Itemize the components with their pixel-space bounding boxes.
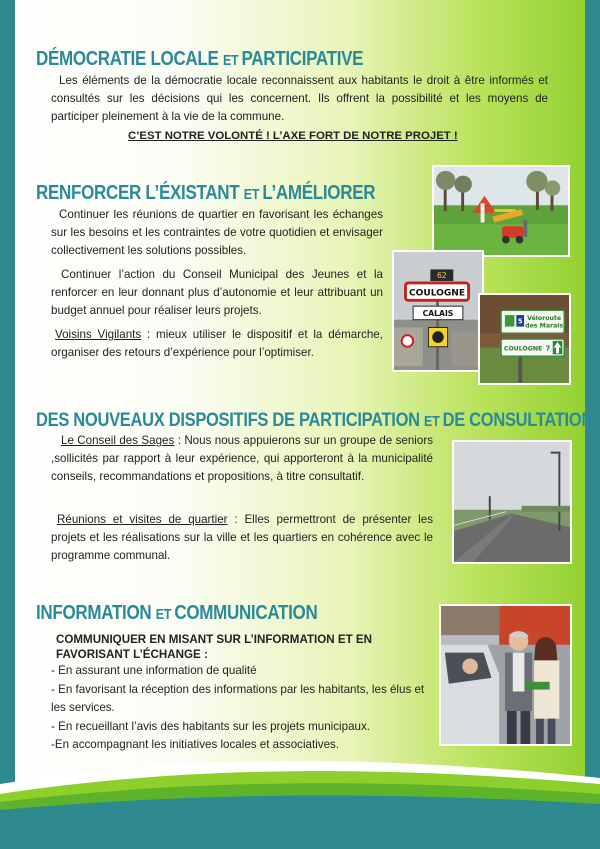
town-name-text: COULOGNE <box>408 288 466 299</box>
slogan: C’EST NOTRE VOLONTÉ ! L’AXE FORT DE NOTRE PROJET ! <box>128 130 458 142</box>
town-code-text: 62 <box>436 271 447 281</box>
calais-sign-text: CALAIS <box>422 308 454 318</box>
heading-part: COMMUNICATION <box>174 601 318 624</box>
heading-part: DÉMOCRATIE LOCALE <box>36 47 223 70</box>
town-sign-photo <box>392 250 484 372</box>
list-item: - En recueillant l’avis des habitants sur les projets municipaux. <box>51 719 370 733</box>
heading-part: ET <box>222 52 242 69</box>
heading-part: L’AMÉLIORER <box>262 181 376 204</box>
heading-part: ET <box>155 606 175 623</box>
paragraph-conseil-jeunes: Continuer l’action du Conseil Municipal des Jeunes et la renforcer en leur donnant plus d’autonomie et leur attribuant un budget annuel pour réaliser leurs projets. <box>51 268 383 317</box>
voisins-vigilants-text: : mieux utiliser le dispositif et la démarche, organiser des retours d’expérience pour l’optimiser. <box>51 328 383 359</box>
heading-part: INFORMATION <box>36 601 156 624</box>
paragraph-conseil-sages <box>51 432 433 486</box>
reunions-visites-text: : Elles permettront de présenter les projets et les réalisations sur la ville et les quartiers en cohérence avec le programme communal. <box>51 513 433 562</box>
playground-photo <box>432 165 570 257</box>
list-item: -En accompagnant les initiatives locales et associatives. <box>51 738 340 751</box>
velo-line1-text: Véloroute <box>527 314 562 322</box>
direction-km-text: 7 <box>545 344 551 353</box>
heading-part: ET <box>243 186 263 203</box>
people-photo <box>439 604 572 746</box>
velo-line2-text: des Marais <box>525 322 564 330</box>
heading-part: DES NOUVEAUX DISPOSITIFS DE PARTICIPATION <box>36 409 425 431</box>
heading-democratie <box>36 40 363 74</box>
list-item: - En favorisant la réception des informations par les habitants, les élus et les services. <box>51 682 425 714</box>
subhead-line: FAVORISANT L’ÉCHANGE : <box>56 648 208 661</box>
left-teal-band <box>0 0 15 849</box>
road-photo <box>452 440 572 564</box>
paragraph-reunions-quartier: Continuer les réunions de quartier en favorisant les échanges sur les besoins et les contraintes de votre quotidien et envisager collectivement les solutions possibles. <box>51 208 383 257</box>
heading-information <box>36 594 317 628</box>
heading-part: ET <box>424 413 443 430</box>
intro-paragraph: Les éléments de la démocratie locale reconnaissent aux habitants le droit à être informés et consultés sur les décisions qui les concernent. Ils offrent la possibilité et les moyens de participer pleinement à la vie de la commune. <box>51 74 548 123</box>
heading-nouveaux-dispositifs <box>36 401 593 435</box>
reunions-visites-label: Réunions et visites de quartier <box>57 513 228 526</box>
communication-subheading <box>56 632 436 662</box>
paragraph-voisins-vigilants <box>51 326 383 362</box>
subhead-line: COMMUNIQUER EN MISANT SUR L’INFORMATION ET EN <box>56 633 373 646</box>
velo-number-text: 5 <box>517 317 523 326</box>
list-item: - En assurant une information de qualité <box>51 664 257 677</box>
heading-renforcer <box>36 174 375 208</box>
direction-name-text: COULOGNE <box>503 345 543 353</box>
heading-part: PARTICIPATIVE <box>241 47 364 70</box>
heading-part: DE CONSULTATION <box>442 409 593 431</box>
conseil-sages-text: : Nous nous appuierons sur un groupe de seniors ,sollicités par rapport à leur expérience, qui apporteront à la municipalité conseils, recommandations et propositions, à titre consultatif. <box>51 434 433 483</box>
veloroute-sign-photo <box>478 293 571 385</box>
conseil-sages-label: Le Conseil des Sages <box>61 434 175 447</box>
heading-part: RENFORCER L’ÉXISTANT <box>36 181 244 204</box>
voisins-vigilants-label: Voisins Vigilants <box>55 328 142 341</box>
paragraph-reunions-visites <box>51 511 433 565</box>
bottom-wave-decoration <box>0 740 600 849</box>
